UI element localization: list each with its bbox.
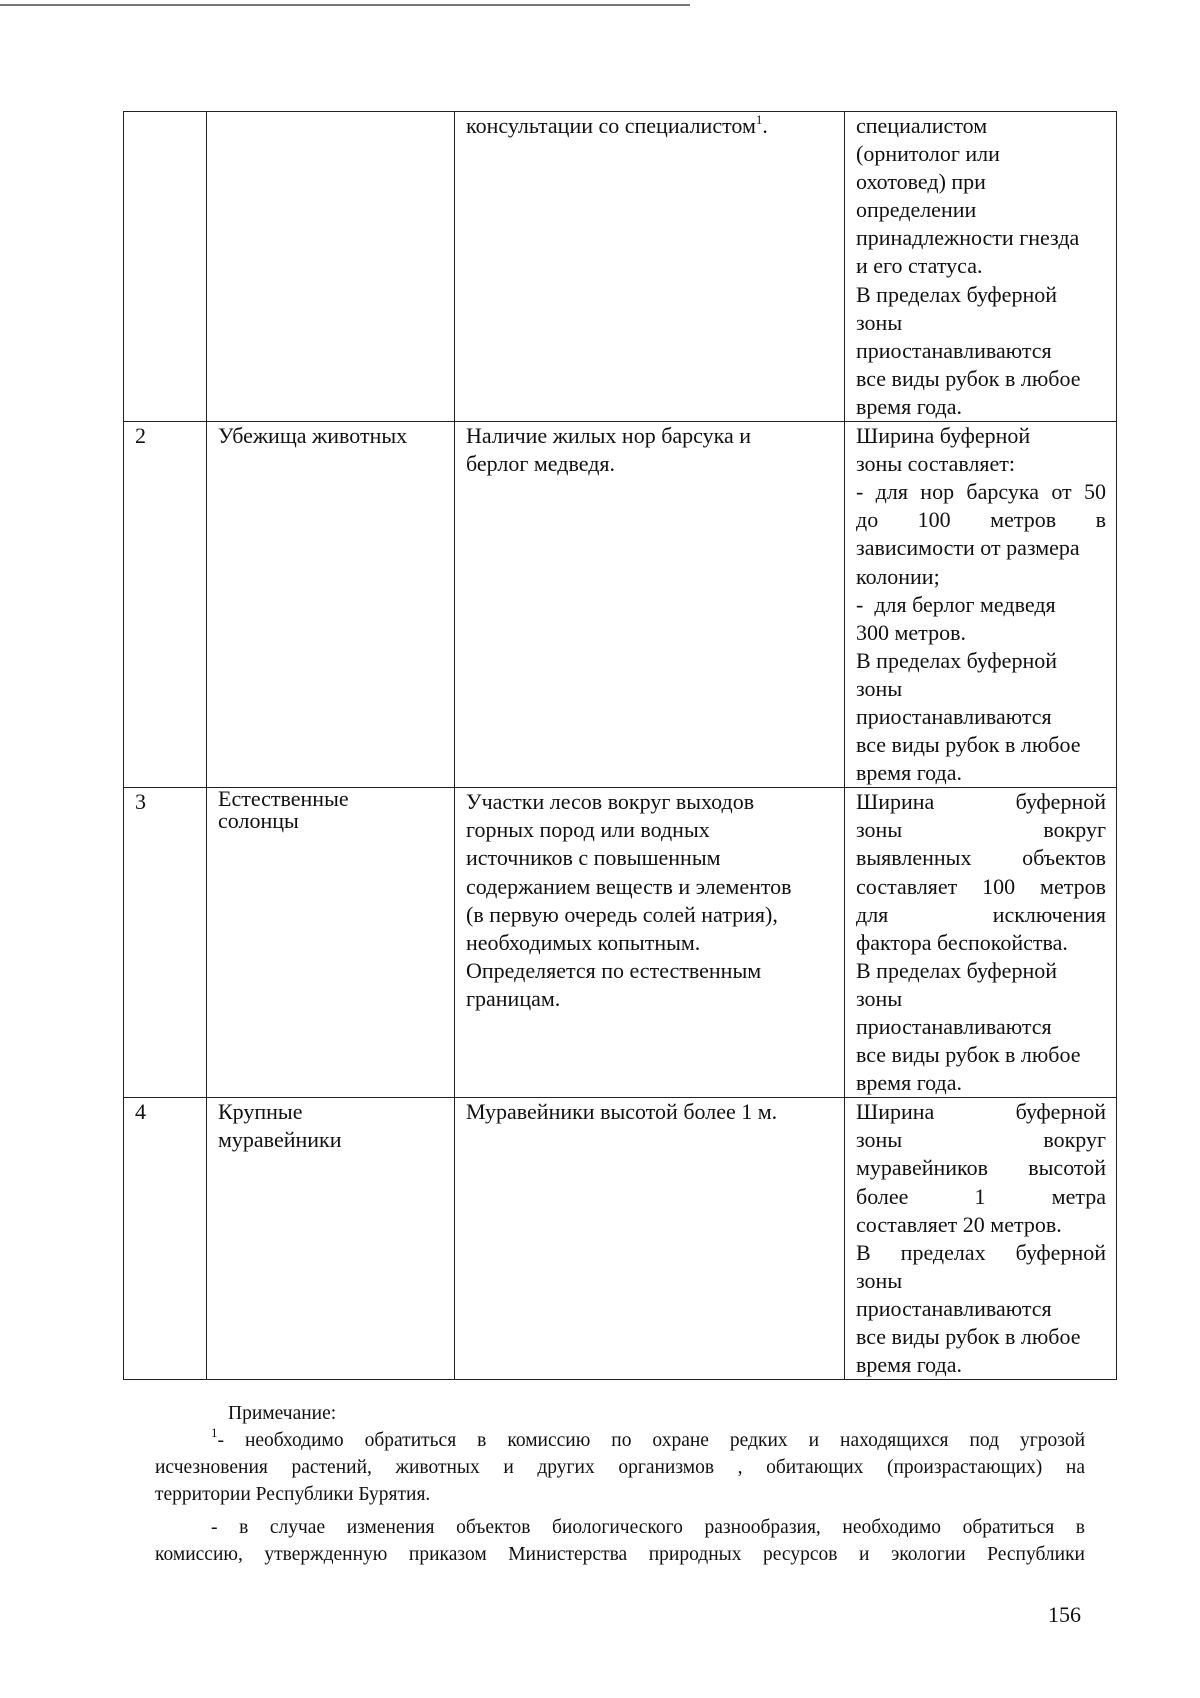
buffer-zone-line: В пределах буферной [856, 647, 1057, 673]
description-line: необходимых копытным. [466, 929, 701, 955]
buffer-zone-line: приостанавливаются [856, 703, 1052, 729]
table-row [124, 112, 1117, 422]
buffer-zone-table [123, 111, 1117, 1380]
buffer-zone-line: 300 метров. [856, 619, 966, 645]
note-section [155, 1400, 1085, 1574]
note-line: - в случае изменения объектов биологического разнообразия, необходимо обратиться в [211, 1517, 1085, 1538]
row-number-cell [124, 1098, 207, 1380]
row-number: 4 [135, 1099, 146, 1125]
top-rule [0, 4, 690, 6]
object-name-line: солонцы [218, 808, 299, 834]
description-text: консультации со специалистом [466, 113, 756, 138]
buffer-zone-line: все виды рубок в любое [856, 1042, 1081, 1068]
buffer-zone-cell [845, 112, 1117, 422]
footnote-line: территории Республики Бурятия. [155, 1484, 431, 1505]
description-cell [455, 788, 845, 1098]
buffer-zone-line: выявленных объектов [856, 845, 1106, 871]
description-line: берлог медведя. [466, 451, 616, 477]
description-line: Наличие жилых нор барсука и [466, 423, 752, 449]
buffer-zone-line: все виды рубок в любое [856, 365, 1081, 391]
row-number-cell [124, 422, 207, 788]
buffer-zone-line: приостанавливаются [856, 1014, 1052, 1039]
buffer-zone-line: и его статуса. [856, 253, 983, 279]
buffer-zone-line: приостанавливаются [856, 1295, 1052, 1321]
row-number-cell [124, 788, 207, 1098]
description-line: содержанием веществ и элементов [466, 873, 792, 899]
buffer-zone-line: время года. [856, 1352, 962, 1378]
buffer-zone-line: зоны составляет: [856, 451, 1016, 477]
description-line: источников с повышенным [466, 845, 721, 871]
object-name-line: Естественные [218, 786, 349, 812]
buffer-zone-line: зоны вокруг [856, 817, 1106, 843]
buffer-zone-line: принадлежности гнезда [856, 225, 1080, 251]
object-name-line: Убежища животных [218, 423, 408, 449]
buffer-zone-line: зоны [856, 309, 903, 335]
footnote-paragraph [155, 1427, 1085, 1508]
footnote-line: исчезновения растений, животных и других организмов , обитающих (произрастающих) на [155, 1457, 1085, 1478]
buffer-zone-line: В пределах буферной [856, 281, 1057, 307]
buffer-zone-line: более 1 метра [856, 1183, 1106, 1209]
buffer-zone-line: В пределах буферной [856, 957, 1057, 983]
buffer-zone-line: зоны [856, 1267, 903, 1293]
buffer-zone-line: составляет 20 метров. [856, 1211, 1062, 1237]
description-line: Муравейники высотой более 1 м. [466, 1099, 778, 1125]
buffer-zone-line: Ширина буферной [856, 423, 1031, 449]
object-name-cell [207, 422, 455, 788]
buffer-zone-line: специалистом [856, 113, 988, 138]
buffer-zone-line: время года. [856, 393, 962, 419]
description-cell [455, 112, 845, 422]
footnote-reference: 1 [755, 112, 763, 127]
object-name-line: муравейники [218, 1127, 342, 1153]
description-line [466, 112, 834, 140]
buffer-zone-line: (орнитолог или [856, 141, 1000, 167]
row-number-cell [124, 112, 207, 422]
description-line: границам. [466, 985, 561, 1011]
description-line: Определяется по естественным [466, 957, 762, 983]
row-number: 2 [135, 423, 146, 449]
page-number: 156 [1048, 1602, 1081, 1627]
description-line: (в первую очередь солей натрия), [466, 901, 778, 927]
object-name-cell [207, 1098, 455, 1380]
description-line: Участки лесов вокруг выходов [466, 789, 755, 815]
object-name-cell [207, 112, 455, 422]
buffer-zone-cell [845, 788, 1117, 1098]
table-row [124, 788, 1117, 1098]
buffer-zone-cell [845, 1098, 1117, 1380]
buffer-zone-line: Ширина буферной [856, 1099, 1106, 1125]
buffer-zone-line: - для берлог медведя [856, 591, 1056, 617]
buffer-zone-line: время года. [856, 1070, 962, 1096]
description-line: горных пород или водных [466, 817, 710, 843]
buffer-zone-line: до 100 метров в [856, 507, 1106, 533]
object-name-line: Крупные [218, 1099, 303, 1125]
note-line: комиссию, утвержденную приказом Министерства природных ресурсов и экологии Республики [155, 1544, 1085, 1565]
buffer-zone-line: время года. [856, 760, 962, 786]
buffer-zone-line: зоны вокруг [856, 1127, 1106, 1153]
buffer-zone-line: зоны [856, 985, 903, 1011]
description-cell [455, 422, 845, 788]
buffer-zone-cell [845, 422, 1117, 788]
buffer-zone-line: колонии; [856, 563, 940, 589]
footnote-text: - необходимо обратиться в комиссию по охране редких и находящихся под угрозой [217, 1430, 1085, 1451]
footnote-line [155, 1427, 1085, 1454]
buffer-zone-line: приостанавливаются [856, 337, 1052, 363]
table-row [124, 1098, 1117, 1380]
buffer-zone-line: зависимости от размера [856, 535, 1080, 561]
buffer-zone-line: все виды рубок в любое [856, 732, 1081, 758]
buffer-zone-line: охотовед) при [856, 169, 986, 195]
buffer-zone-line: В пределах буферной [856, 1239, 1106, 1265]
buffer-zone-line: все виды рубок в любое [856, 1324, 1081, 1350]
note-title: Примечание: [228, 1403, 337, 1424]
buffer-zone-line: - для нор барсука от 50 [856, 479, 1106, 505]
description-cell [455, 1098, 845, 1380]
description-text: . [762, 113, 768, 138]
buffer-zone-line: определении [856, 197, 977, 223]
buffer-zone-line: для исключения [856, 901, 1106, 927]
table-row [124, 422, 1117, 788]
buffer-zone-line: составляет 100 метров [856, 873, 1106, 899]
note-paragraph [155, 1514, 1085, 1568]
object-name-cell [207, 788, 455, 1098]
buffer-zone-line: Ширина буферной [856, 789, 1106, 815]
buffer-zone-line: фактора беспокойства. [856, 929, 1068, 955]
row-number: 3 [135, 789, 146, 815]
buffer-zone-line: муравейников высотой [856, 1155, 1106, 1181]
footnote-mark: 1 [211, 1425, 218, 1440]
buffer-zone-line: зоны [856, 675, 903, 701]
